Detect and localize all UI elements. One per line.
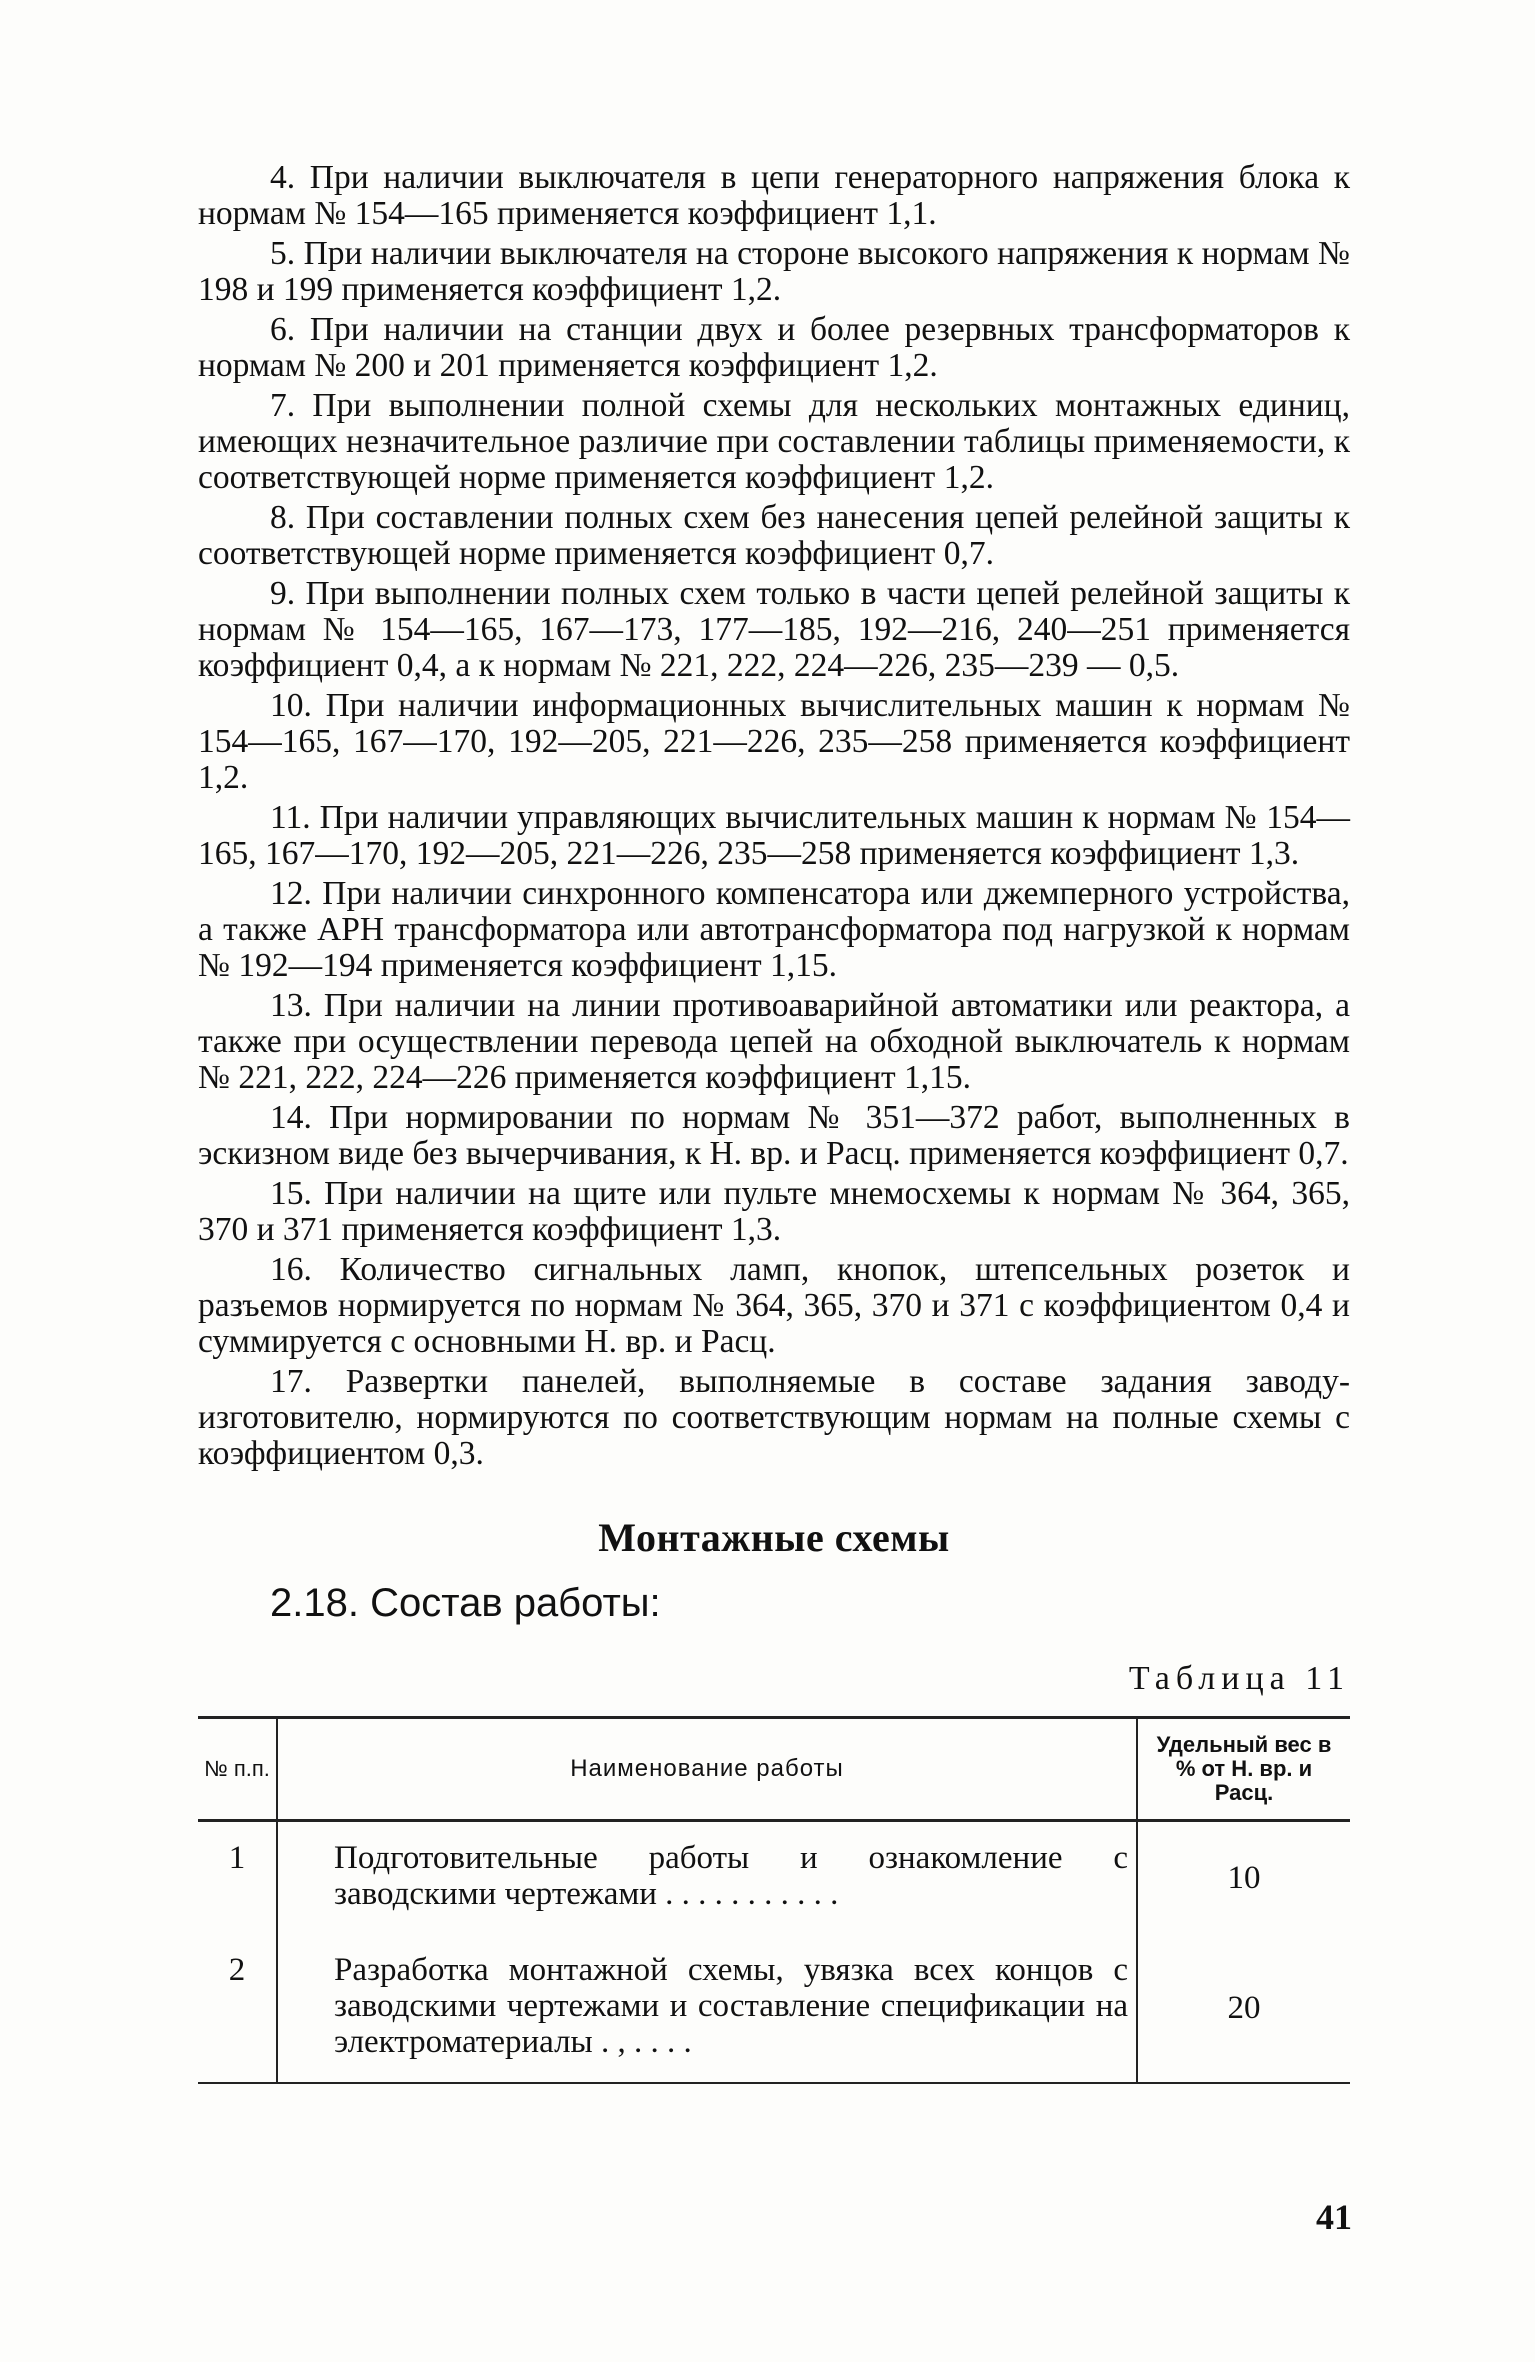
paragraph-11: 11. При наличии управляющих вычислительных машин к нормам № 154—165, 167—170, 192—205, 221—226, 235—258 применяется коэффициент 1,3. [198,799,1350,872]
table-row [198,1934,1350,2083]
paragraph-15: 15. При наличии на щите или пульте мнемосхемы к нормам № 364, 365, 370 и 371 применяется коэффициент 1,3. [198,1175,1350,1248]
row-weight: 10 [1227,1860,1261,1896]
paragraph-9: 9. При выполнении полных схем только в части цепей релейной защиты к нормам № 154—165, 167—173, 177—185, 192—216, 240—251 применяется коэффициент 0,4, а к нормам № 221, 222, 224—226, 235—239 — 0,5. [198,575,1350,684]
paragraph-16: 16. Количество сигнальных ламп, кнопок, штепсельных розеток и разъемов нормируется по нормам № 364, 365, 370 и 371 с коэффициентом 0,4 и суммируется с основными Н. вр. и Расц. [198,1251,1350,1360]
work-table [198,1716,1350,2084]
table-header-row [198,1718,1350,1821]
table-row [198,1821,1350,1935]
section-title: Монтажные схемы [598,1515,950,1560]
page-number: 41 [1316,2197,1352,2237]
header-work-name: Наименование работы [277,1718,1137,1821]
row-work-name: Разработка монтажной схемы, увязка всех концов с заводскими чертежами и составление спецификации на электроматериалы . , . . . . [277,1934,1137,2083]
header-weight: Удельный вес в % от Н. вр. и Расц. [1137,1718,1350,1821]
row-number: 2 [198,1934,277,2083]
paragraph-4: 4. При наличии выключателя в цепи генераторного напряжения блока к нормам № 154—165 применяется коэффициент 1,1. [198,159,1350,232]
paragraph-7: 7. При выполнении полной схемы для нескольких монтажных единиц, имеющих незначительное различие при составлении таблицы применяемости, к соответствующей норме применяется коэффициент 1,2. [198,387,1350,496]
row-weight: 20 [1227,1990,1261,2026]
table-caption: Таблица 11 [1128,1660,1350,1697]
paragraph-14: 14. При нормировании по нормам № 351—372 работ, выполненных в эскизном виде без вычерчивания, к Н. вр. и Расц. применяется коэффициент 0,7. [198,1099,1350,1172]
row-work-name: Подготовительные работы и ознакомление с заводскими чертежами . . . . . . . . . . . [277,1821,1137,1935]
paragraph-12: 12. При наличии синхронного компенсатора или джемперного устройства, а также АРН трансформатора или автотрансформатора под нагрузкой к нормам № 192—194 применяется коэффициент 1,15. [198,875,1350,984]
paragraph-8: 8. При составлении полных схем без нанесения цепей релейной защиты к соответствующей норме применяется коэффициент 0,7. [198,499,1350,572]
document-page [198,160,1350,2084]
work-heading: 2.18. Состав работы: [270,1581,661,1625]
coefficient-paragraphs [198,160,1350,1472]
paragraph-17: 17. Развертки панелей, выполняемые в составе задания заводу-изготовителю, нормируются по соответствующим нормам на полные схемы с коэффициентом 0,3. [198,1363,1350,1472]
header-number: № п.п. [198,1718,277,1821]
paragraph-6: 6. При наличии на станции двух и более резервных трансформаторов к нормам № 200 и 201 применяется коэффициент 1,2. [198,311,1350,384]
paragraph-13: 13. При наличии на линии противоаварийной автоматики или реактора, а также при осуществлении перевода цепей на обходной выключатель к нормам № 221, 222, 224—226 применяется коэффициент 1,15. [198,987,1350,1096]
paragraph-10: 10. При наличии информационных вычислительных машин к нормам № 154—165, 167—170, 192—205, 221—226, 235—258 применяется коэффициент 1,2. [198,687,1350,796]
paragraph-5: 5. При наличии выключателя на стороне высокого напряжения к нормам № 198 и 199 применяется коэффициент 1,2. [198,235,1350,308]
row-number: 1 [198,1821,277,1935]
